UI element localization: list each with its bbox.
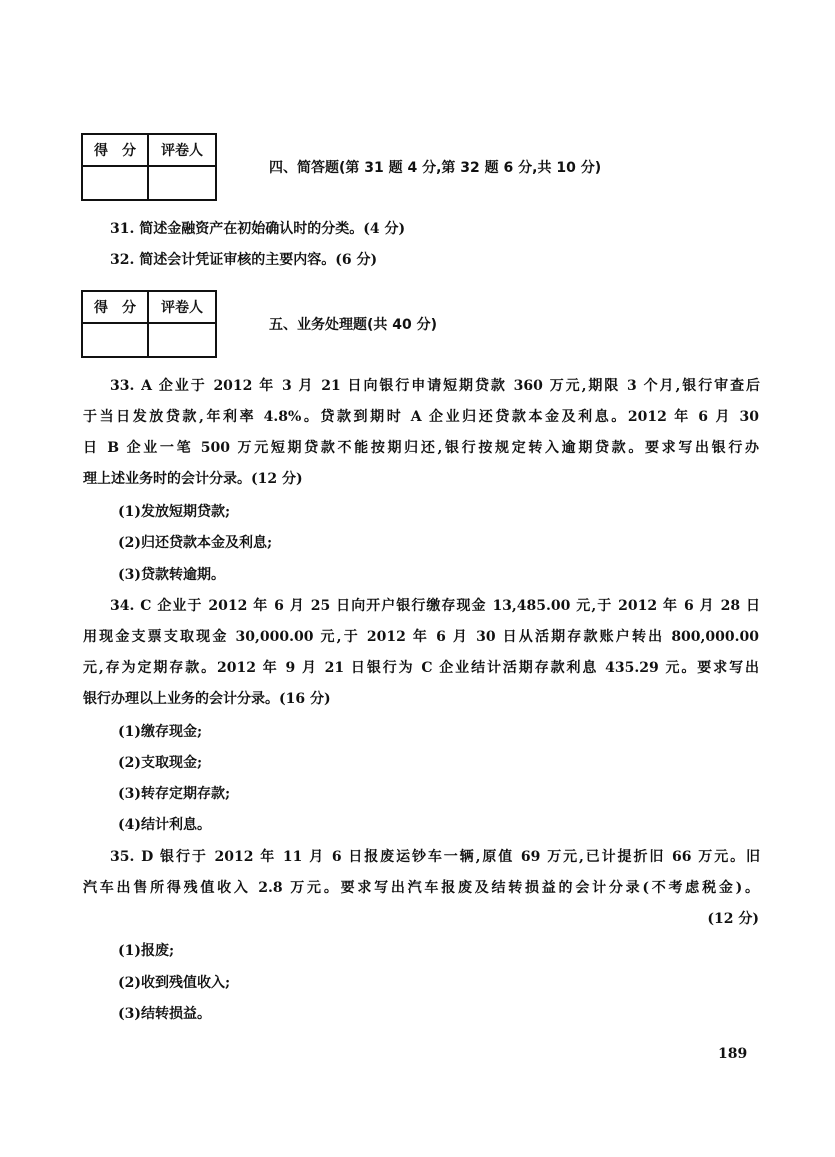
grader-cell [148, 166, 216, 200]
section4-title: 四、简答题(第 31 题 4 分,第 32 题 6 分,共 10 分) [269, 160, 602, 176]
question-35-item: (2)收到残值收入; [118, 975, 231, 991]
question-35-score: (12 分) [707, 911, 759, 927]
section5-title: 五、业务处理题(共 40 分) [269, 317, 438, 333]
question-33-line: 于当日发放贷款,年利率 4.8%。贷款到期时 A 企业归还贷款本金及利息。2012 年 6 月 30 [83, 409, 759, 425]
score-cell [82, 323, 148, 357]
question-34-item: (2)支取现金; [118, 755, 203, 771]
question-34-item: (3)转存定期存款; [118, 786, 231, 802]
score-box-section5 [81, 290, 217, 358]
question-34-item: (4)结计利息。 [118, 817, 211, 833]
score-label: 得 分 [82, 134, 148, 166]
question-33-item: (3)贷款转逾期。 [118, 567, 225, 583]
question-33-line: 理上述业务时的会计分录。(12 分) [83, 471, 303, 487]
question-35-item: (3)结转损益。 [118, 1006, 211, 1022]
question-33-item: (2)归还贷款本金及利息; [118, 535, 273, 551]
question-35-item: (1)报废; [118, 943, 175, 959]
question-34-line: 34. C 企业于 2012 年 6 月 25 日向开户银行缴存现金 13,485.00 元,于 2012 年 6 月 28 日 [110, 598, 760, 614]
question-35-line: 汽车出售所得残值收入 2.8 万元。要求写出汽车报废及结转损益的会计分录(不考虑税金)。 [83, 880, 759, 896]
question-32: 32. 简述会计凭证审核的主要内容。(6 分) [110, 252, 378, 268]
question-34-line: 用现金支票支取现金 30,000.00 元,于 2012 年 6 月 30 日从活期存款账户转出 800,000.00 [83, 629, 759, 645]
score-label: 得 分 [82, 291, 148, 323]
question-31: 31. 简述金融资产在初始确认时的分类。(4 分) [110, 221, 406, 237]
question-35-line: 35. D 银行于 2012 年 11 月 6 日报废运钞车一辆,原值 69 万元,已计提折旧 66 万元。旧 [110, 849, 760, 865]
score-cell [82, 166, 148, 200]
score-box-section4 [81, 133, 217, 201]
grader-label: 评卷人 [148, 134, 216, 166]
question-33-line: 33. A 企业于 2012 年 3 月 21 日向银行申请短期贷款 360 万元,期限 3 个月,银行审查后 [110, 378, 760, 394]
question-33-item: (1)发放短期贷款; [118, 504, 231, 520]
question-34-line: 元,存为定期存款。2012 年 9 月 21 日银行为 C 企业结计活期存款利息 435.29 元。要求写出 [83, 660, 759, 676]
grader-cell [148, 323, 216, 357]
question-34-line: 银行办理以上业务的会计分录。(16 分) [83, 691, 331, 707]
question-33-line: 日 B 企业一笔 500 万元短期贷款不能按期归还,银行按规定转入逾期贷款。要求写出银行办 [83, 440, 759, 456]
page-number: 189 [718, 1046, 748, 1062]
question-34-item: (1)缴存现金; [118, 724, 203, 740]
grader-label: 评卷人 [148, 291, 216, 323]
